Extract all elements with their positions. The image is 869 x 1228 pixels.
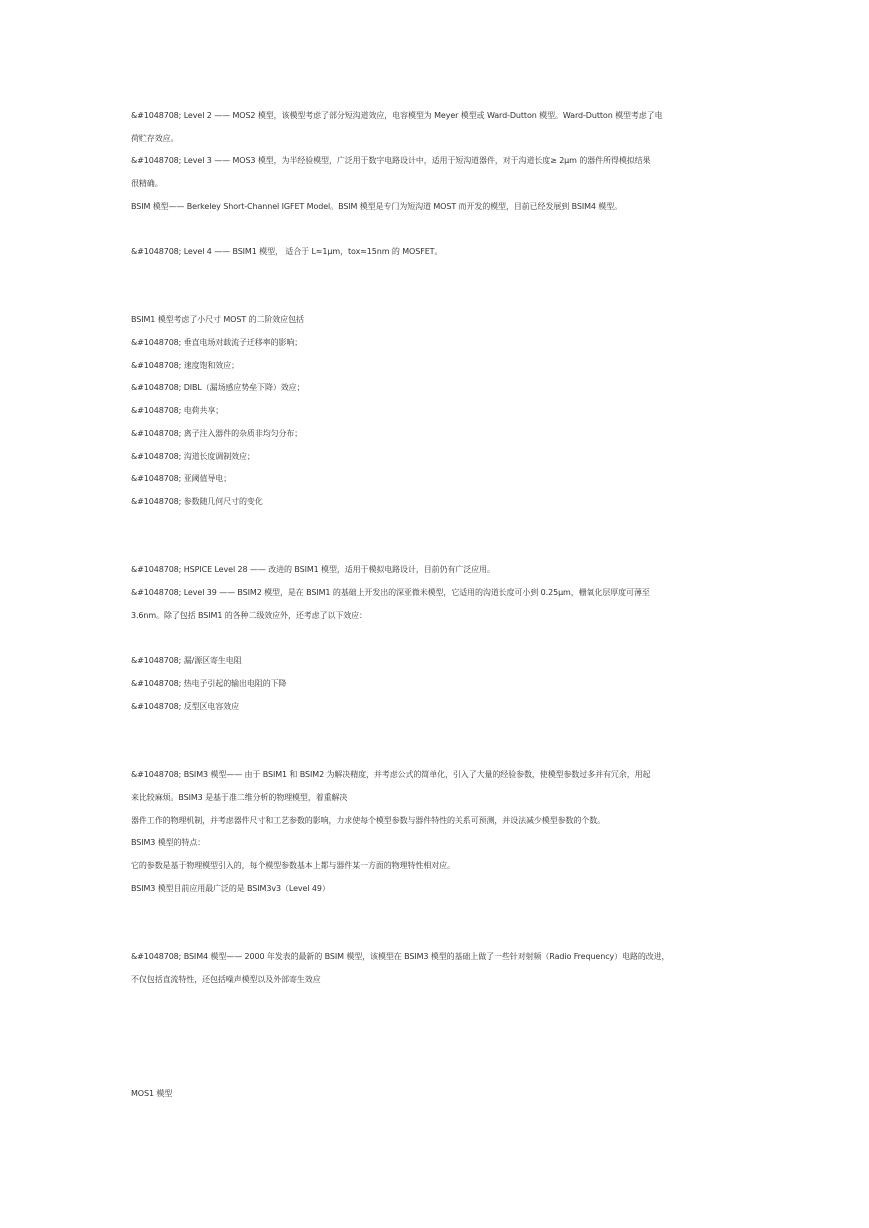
text-line: BSIM3 模型的特点： xyxy=(131,838,206,847)
text-line: &#1048708; Level 3 —— MOS3 模型，为半经验模型，广泛用于数字电路设计中，适用于短沟道器件，对于沟道长度≥ 2μm 的器件所得模拟结果 xyxy=(131,156,651,165)
list-item: &#1048708; 离子注入器件的杂质非均匀分布； xyxy=(131,429,303,438)
text-line: BSIM3 模型目前应用最广泛的是 BSIM3v3（Level 49） xyxy=(131,884,330,893)
list-item: &#1048708; 漏/源区寄生电阻 xyxy=(131,656,242,665)
text-line: 3.6nm。除了包括 BSIM1 的各种二级效应外，还考虑了以下效应： xyxy=(131,611,367,620)
text-line: &#1048708; Level 39 —— BSIM2 模型，是在 BSIM1 的基础上开发出的深亚微米模型，它适用的沟道长度可小到 0.25μm，栅氧化层厚度可薄至 xyxy=(131,588,650,597)
text-line: &#1048708; Level 2 —— MOS2 模型，该模型考虑了部分短沟道效应，电容模型为 Meyer 模型或 Ward-Dutton 模型。Ward-Dutton 模型考虑了电 xyxy=(131,111,663,120)
text-line: &#1048708; BSIM3 模型—— 由于 BSIM1 和 BSIM2 为解决精度，并考虑公式的简单化，引入了大量的经验参数，使模型参数过多并有冗余，用起 xyxy=(131,770,651,779)
text-line: &#1048708; BSIM4 模型—— 2000 年发表的最新的 BSIM 模型，该模型在 BSIM3 模型的基础上做了一些针对射频（Radio Frequency）电路的改进， xyxy=(131,952,670,961)
list-item: &#1048708; 热电子引起的输出电阻的下降 xyxy=(131,679,287,688)
list-item: &#1048708; 亚阈值导电； xyxy=(131,474,232,483)
list-item: &#1048708; 速度饱和效应； xyxy=(131,361,240,370)
text-line: 它的参数是基于物理模型引入的，每个模型参数基本上都与器件某一方面的物理特性相对应。 xyxy=(131,861,455,870)
text-line: 来比较麻烦。BSIM3 是基于准二维分析的物理模型，着重解决 xyxy=(131,793,348,802)
list-item: &#1048708; 垂直电场对载流子迁移率的影响； xyxy=(131,338,303,347)
text-line: &#1048708; Level 4 —— BSIM1 模型， 适合于 L≈1μm，tox≈15nm 的 MOSFET。 xyxy=(131,247,443,256)
list-item: &#1048708; DIBL（漏场感应势垒下降）效应； xyxy=(131,383,305,392)
text-line: BSIM 模型—— Berkeley Short-Channel IGFET Model。BSIM 模型是专门为短沟道 MOST 而开发的模型，目前已经发展到 BSIM4 模型。 xyxy=(131,202,623,211)
text-line: 荷贮存效应。 xyxy=(131,134,179,143)
text-line: 很精确。 xyxy=(131,179,163,188)
text-line: 不仅包括直流特性，还包括噪声模型以及外部寄生效应 xyxy=(131,975,321,984)
text-line: 器件工作的物理机制，并考虑器件尺寸和工艺参数的影响，力求使每个模型参数与器件特性的关系可预测，并设法减少模型参数的个数。 xyxy=(131,816,605,825)
text-line: BSIM1 模型考虑了小尺寸 MOST 的二阶效应包括 xyxy=(131,315,304,324)
section-heading: MOS1 模型 xyxy=(131,1089,173,1098)
list-item: &#1048708; 参数随几何尺寸的变化 xyxy=(131,497,263,506)
list-item: &#1048708; 电荷共享； xyxy=(131,406,224,415)
list-item: &#1048708; 反型区电容效应 xyxy=(131,702,240,711)
text-line: &#1048708; HSPICE Level 28 —— 改进的 BSIM1 模型，适用于模拟电路设计，目前仍有广泛应用。 xyxy=(131,565,495,574)
list-item: &#1048708; 沟道长度调制效应； xyxy=(131,452,255,461)
